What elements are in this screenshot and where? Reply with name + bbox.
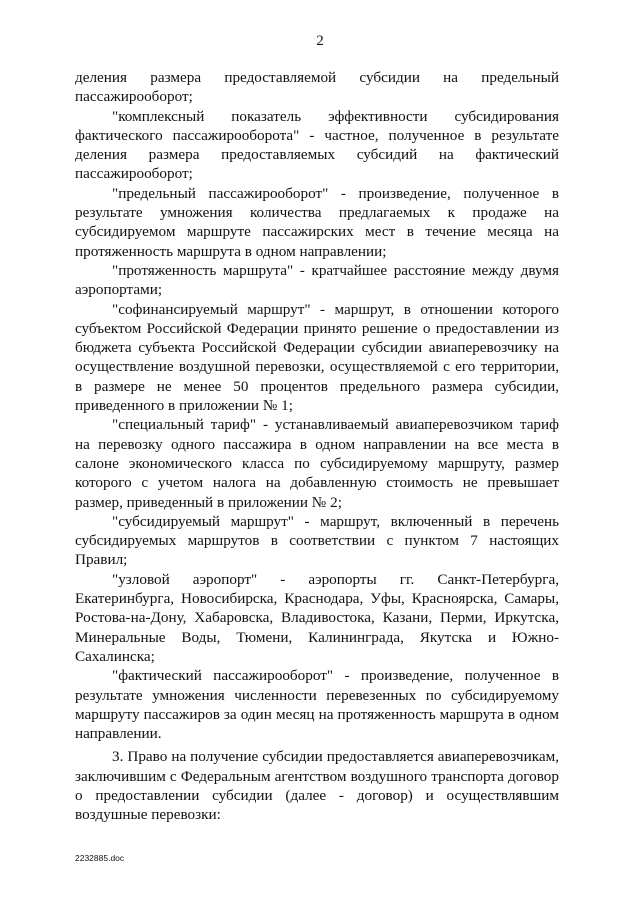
definition-limit-passenger-turnover: "предельный пассажирооборот" - произведение, полученное в результате умножения количества предлагаемых к продаже на субсидируемом маршруте пассажирских мест в течение месяца на протяженность маршрута в одном направлении;	[75, 184, 559, 260]
definition-route-length: "протяженность маршрута" - кратчайшее расстояние между двумя аэропортами;	[75, 261, 559, 299]
definition-actual-passenger-turnover: "фактический пассажирооборот" - произведение, полученное в результате умножения численности перевезенных по субсидируемому маршруту пассажиров за один месяц на протяженность маршрута в одном направлении.	[75, 667, 559, 743]
definition-cofinanced-route: "софинансируемый маршрут" - маршрут, в отношении которого субъектом Российской Федерации принято решение о предоставлении из бюджета субъекта Российской Федерации субсидии авиаперевозчику на осуществление воздушной перевозки, осуществляемой с его территории, в размере не менее 50 процентов предельного размера субсидии, приведенного в приложении № 1;	[75, 300, 559, 415]
footer-file-code: 2232885.doc	[75, 853, 125, 863]
page-number: 2	[316, 33, 324, 49]
document-body	[75, 68, 559, 825]
definition-special-tariff: "специальный тариф" - устанавливаемый авиаперевозчиком тариф на перевозку одного пассажира в одном направлении на все места в салоне экономического класса по субсидируемому маршруту, размер которого с учетом налога на добавленную стоимость не превышает размер, приведенный в приложении № 2;	[75, 416, 559, 511]
definition-hub-airport: "узловой аэропорт" - аэропорты гг. Санкт-Петербурга, Екатеринбурга, Новосибирска, Краснодара, Уфы, Красноярска, Самары, Ростова-на-Дону, Хабаровска, Владивостока, Казани, Перми, Иркутска, Минеральные Воды, Тюмени, Калининграда, Якутска и Южно-Сахалинска;	[75, 570, 559, 665]
clause-3: 3. Право на получение субсидии предоставляется авиаперевозчикам, заключившим с Федеральным агентством воздушного транспорта договор о предоставлении субсидии (далее - договор) и осуществлявшим воздушные перевозки:	[75, 748, 559, 824]
definition-complex-indicator: "комплексный показатель эффективности субсидирования фактического пассажирооборота" - частное, полученное в результате деления размера предоставляемых субсидий на фактический пассажирооборот;	[75, 107, 559, 183]
paragraph-continuation: деления размера предоставляемой субсидии на предельный пассажирооборот;	[75, 69, 559, 106]
definition-subsidized-route: "субсидируемый маршрут" - маршрут, включенный в перечень субсидируемых маршрутов в соответствии с пунктом 7 настоящих Правил;	[75, 512, 559, 569]
